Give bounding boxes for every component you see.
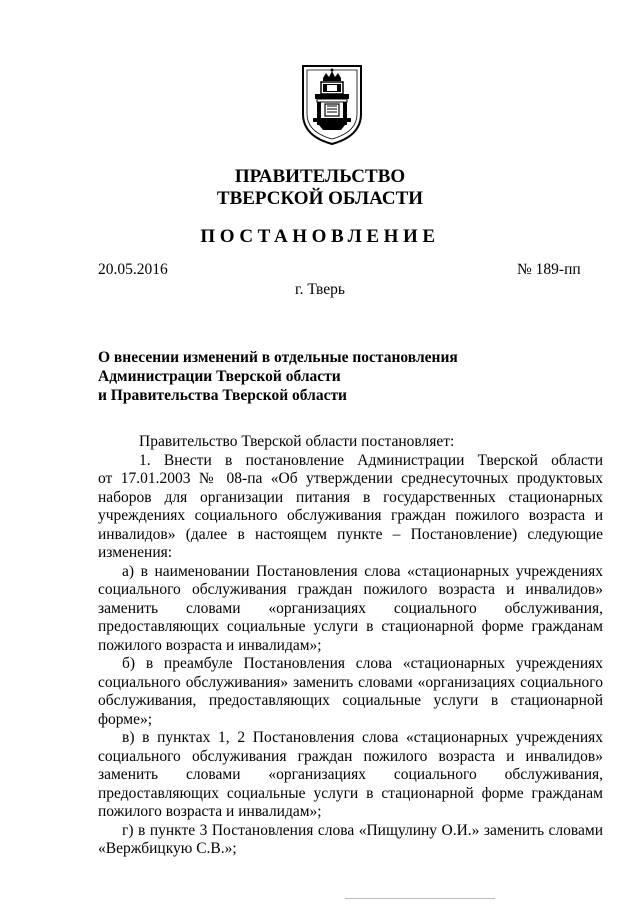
text-line: заменить словами «организациях социального обслуживания, [98,599,603,617]
subparagraph-a [98,563,603,656]
text-line: 1. Внести в постановление Администрации Тверской области [139,451,603,469]
text-line: заменить словами «организациях социального обслуживания, [98,766,603,783]
text-line: г) в пункте 3 Постановления слова «Пищулину О.И.» заменить словами [122,821,603,839]
text-line: социального обслуживания» заменить словами «организациях социального [98,673,603,691]
subject-line: Администрации Тверской области [98,368,341,385]
text-line: предоставляющих социальные услуги в стационарной форме гражданам [98,618,603,635]
document-type: ПОСТАНОВЛЕНИЕ [200,226,440,247]
scan-artifact-divider [345,898,495,899]
text-line: от 17.01.2003 № 08-па «Об утверждении среднесуточных продуктовых [98,470,603,487]
subparagraph-g [98,822,603,859]
issuer-title-line1: ПРАВИТЕЛЬСТВО [234,166,406,187]
text-line: а) в наименовании Постановления слова «стационарных учреждениях [122,562,603,580]
text-line: наборов для организации питания в государственных стационарных [98,488,603,506]
document-body [98,433,603,859]
document-subject [98,348,538,405]
text-line: пожилого возраста и инвалидам»; [98,803,322,820]
text-line: учреждениях социального обслуживания граждан пожилого возраста и [98,507,603,524]
coat-of-arms-icon [301,64,363,146]
document-date: 20.05.2016 [98,261,168,278]
text-line: изменения: [98,544,173,561]
text-line: «Вержбицкую С.В.»; [98,840,237,857]
text-line: социального обслуживания граждан пожилого возраста и инвалидов» [98,581,603,598]
subparagraph-v [98,729,603,822]
subject-line: и Правительства Тверской области [98,387,347,404]
text-line: б) в преамбуле Постановления слова «стационарных учреждениях [122,655,603,672]
document-number: № 189-пп [517,261,581,278]
issuer-title-line2: ТВЕРСКОЙ ОБЛАСТИ [216,188,424,209]
text-line: предоставляющих социальные услуги в стационарной форме гражданам [98,784,603,802]
text-line: социального обслуживания граждан пожилого возраста и инвалидов» [98,747,603,765]
text-line: в) в пунктах 1, 2 Постановления слова «стационарных учреждениях [122,729,603,746]
intro-paragraph: Правительство Тверской области постановляет: [139,433,455,450]
text-line: инвалидов» (далее в настоящем пункте – Постановление) следующие [98,525,603,543]
text-line: обслуживания, предоставляющих социальные услуги в стационарной [98,692,603,709]
text-line: пожилого возраста и инвалидам»; [98,636,322,654]
subparagraph-b [98,655,603,729]
document-city: г. Тверь [295,281,345,298]
subject-line: О внесении изменений в отдельные постановления [98,349,458,366]
text-line: форме»; [98,710,153,728]
paragraph-1 [98,452,603,563]
